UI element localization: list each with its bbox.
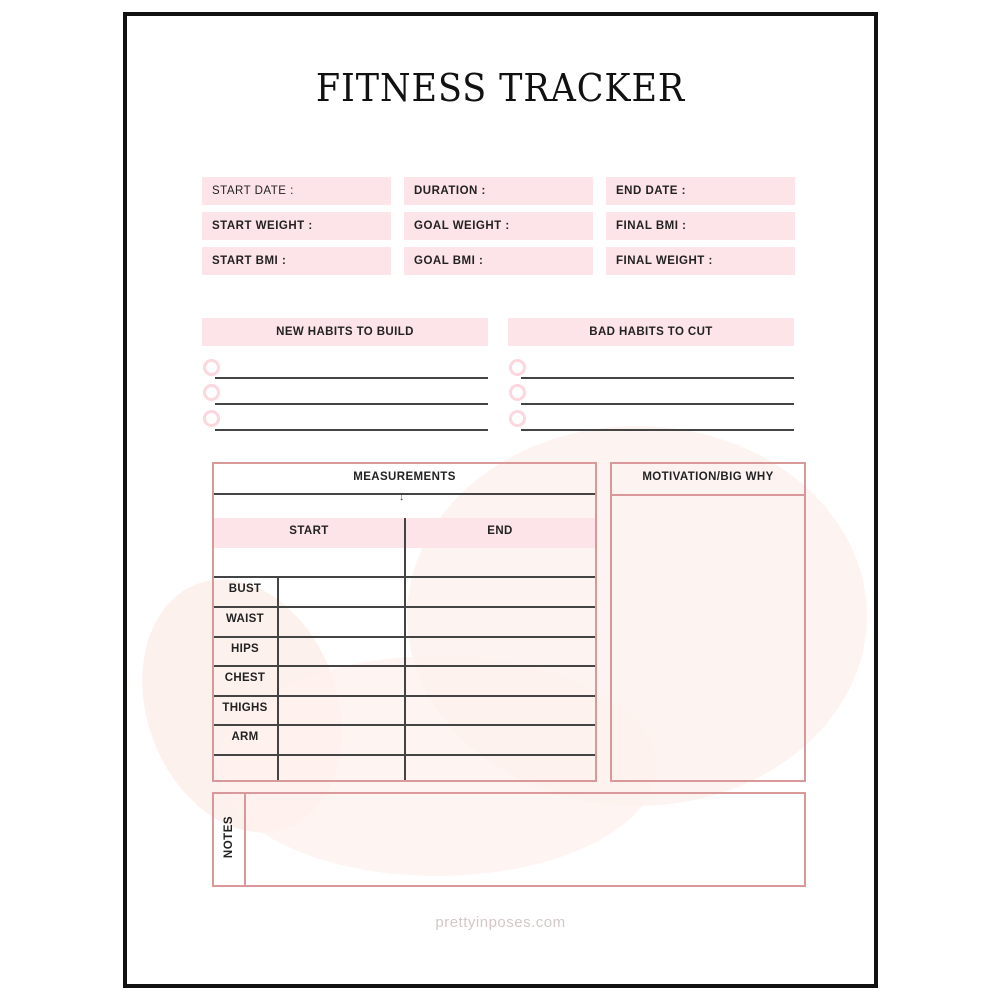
measurements-divider: [214, 493, 595, 495]
notes-label: NOTES: [223, 815, 235, 859]
bad-habits-header: BAD HABITS TO CUT: [508, 318, 794, 346]
goal-bmi-field[interactable]: GOAL BMI :: [404, 247, 593, 275]
row-label-bust: BUST: [228, 583, 262, 595]
table-row-line: [214, 724, 595, 726]
habit-line[interactable]: [521, 429, 794, 431]
motivation-title: MOTIVATION/BIG WHY: [642, 471, 774, 483]
habit-bullet-icon[interactable]: [509, 359, 526, 376]
table-row-line: [214, 576, 595, 578]
final-bmi-field[interactable]: FINAL BMI :: [606, 212, 795, 240]
start-bmi-field[interactable]: START BMI :: [202, 247, 391, 275]
duration-field[interactable]: DURATION :: [404, 177, 593, 205]
table-row-line: [214, 606, 595, 608]
habit-bullet-icon[interactable]: [203, 384, 220, 401]
footer-website: prettyinposes.com: [435, 914, 566, 931]
start-date-field[interactable]: START DATE :: [202, 177, 391, 205]
habit-line[interactable]: [215, 403, 488, 405]
column-divider: [404, 518, 406, 780]
tracker-page: [123, 12, 878, 988]
row-label-arm: ARM: [231, 731, 259, 743]
table-row-line: [214, 665, 595, 667]
habit-line[interactable]: [215, 429, 488, 431]
table-row-line: [214, 754, 595, 756]
row-label-thighs: THIGHS: [222, 702, 268, 714]
habit-bullet-icon[interactable]: [509, 410, 526, 427]
end-column-header: END: [487, 525, 513, 537]
page-title: FITNESS TRACKER: [315, 66, 686, 110]
motivation-box[interactable]: [610, 462, 806, 782]
final-weight-field[interactable]: FINAL WEIGHT :: [606, 247, 795, 275]
habit-bullet-icon[interactable]: [203, 359, 220, 376]
notes-box[interactable]: [212, 792, 806, 887]
row-label-chest: CHEST: [224, 672, 266, 684]
row-label-waist: WAIST: [226, 613, 264, 625]
table-row-line: [214, 636, 595, 638]
row-label-hips: HIPS: [230, 643, 260, 655]
goal-weight-field[interactable]: GOAL WEIGHT :: [404, 212, 593, 240]
arrow-down-icon: ↓: [399, 492, 404, 503]
table-row-line: [214, 695, 595, 697]
new-habits-header: NEW HABITS TO BUILD: [202, 318, 488, 346]
start-column-header: START: [289, 525, 329, 537]
end-date-field[interactable]: END DATE :: [606, 177, 795, 205]
measurements-title: MEASUREMENTS: [353, 471, 456, 483]
habit-line[interactable]: [521, 403, 794, 405]
habit-bullet-icon[interactable]: [203, 410, 220, 427]
start-weight-field[interactable]: START WEIGHT :: [202, 212, 391, 240]
habit-bullet-icon[interactable]: [509, 384, 526, 401]
habit-line[interactable]: [215, 377, 488, 379]
habit-line[interactable]: [521, 377, 794, 379]
